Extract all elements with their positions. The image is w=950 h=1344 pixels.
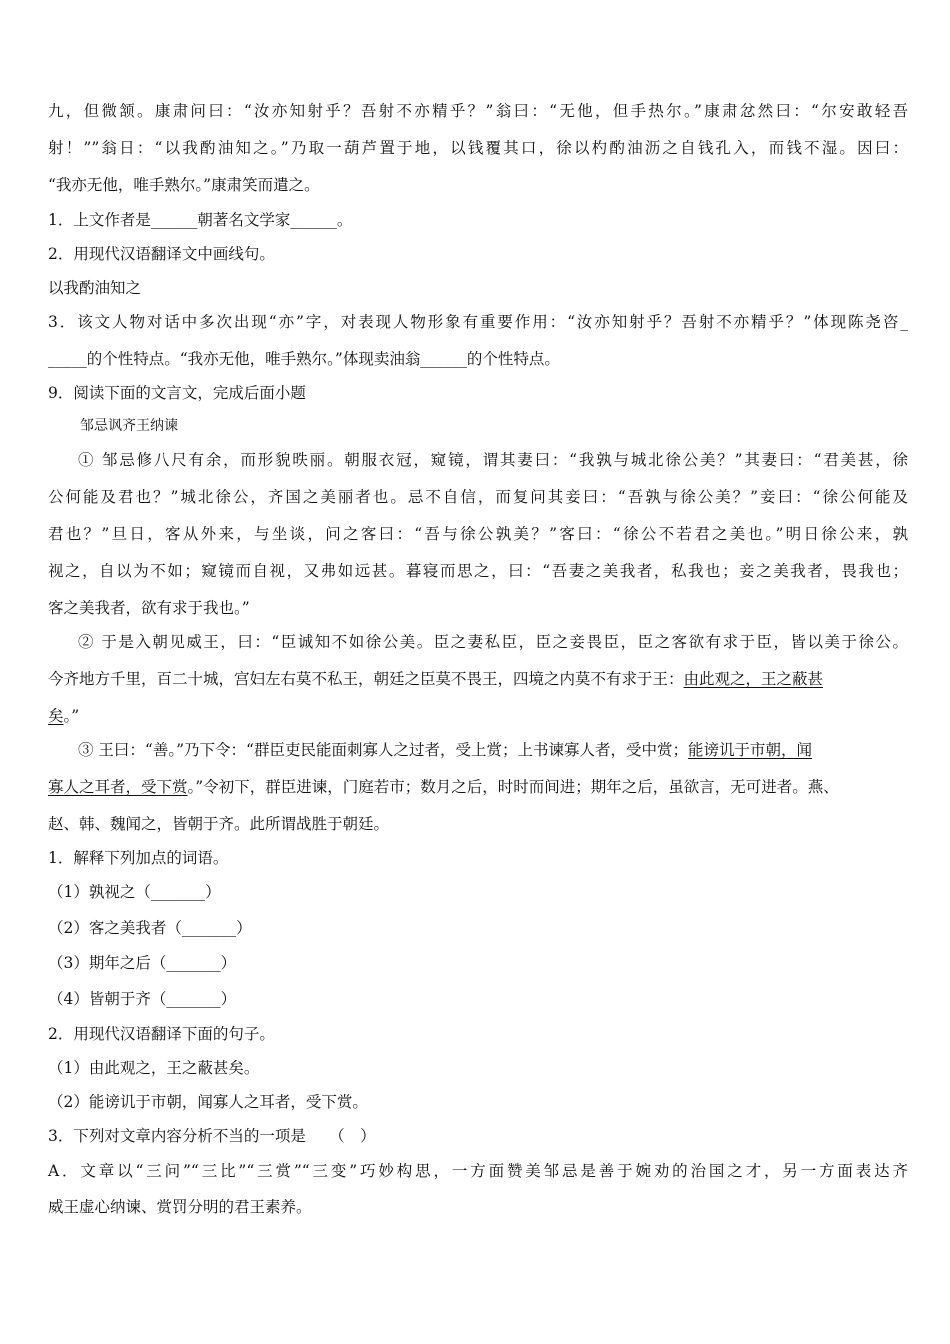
- subquestion1: 1．解释下列加点的词语。: [48, 849, 229, 867]
- paragraph3-line2-text: 。”令初下，群臣进谏，门庭若市；数月之后，时时而间进；期年之后，虽欲言，无可进者。燕、: [187, 778, 839, 796]
- option-a-line2: 威王虚心纳谏、赏罚分明的君王素养。: [48, 1198, 312, 1216]
- q9-heading: 9．阅读下面的文言文，完成后面小题: [48, 384, 306, 402]
- subquestion1-item4: （4）皆朝于齐（_______）: [48, 990, 237, 1008]
- q8-question2-sentence: 以我酌油知之: [48, 279, 142, 297]
- underlined-sentence-2a: 能谤讥于市朝，闻: [687, 741, 812, 759]
- paragraph2-line2: [48, 669, 908, 689]
- paragraph2-line1: ② 于是入朝见威王，曰：“臣诚知不如徐公美。臣之妻私臣，臣之妾畏臣，臣之客欲有求于臣，皆以美于徐公。: [78, 633, 908, 651]
- passage2-title: 邹忌讽齐王纳谏: [80, 418, 178, 434]
- subquestion1-item3: （3）期年之后（_______）: [48, 954, 237, 972]
- q8-question1: 1．上文作者是______朝著名文学家______。: [48, 211, 353, 229]
- paragraph3-line3: 赵、韩、魏闻之，皆朝于齐。此所谓战胜于朝廷。: [48, 815, 390, 833]
- paragraph1-line1: ① 邹忌修八尺有余，而形貌昳丽。朝服衣冠，窥镜，谓其妻曰：“我孰与城北徐公美？”其妻曰：“君美甚，徐: [78, 451, 908, 469]
- paragraph3-line2: [48, 777, 908, 797]
- paragraph2-line3-text: 。”: [63, 707, 80, 725]
- q8-question2: 2．用现代汉语翻译文中画线句。: [48, 245, 275, 263]
- subquestion3: 3．下列对文章内容分析不当的一项是 （ ）: [48, 1127, 376, 1145]
- passage1-line2: 射！””翁日：“以我酌油知之。”乃取一葫芦置于地，以钱覆其口，徐以杓酌油沥之自钱孔入，而钱不湿。因曰：: [48, 139, 908, 157]
- paragraph2-line3: [48, 706, 908, 726]
- subquestion1-item1: （1）孰视之（_______）: [48, 883, 221, 901]
- underlined-sentence-1a: 由此观之，王之蔽甚: [683, 670, 824, 688]
- q8-question3-line2: _____的个性特点。“我亦无他，唯手熟尔。”体现卖油翁______的个性特点。: [48, 350, 560, 368]
- paragraph3-line1-text: ③ 王曰：“善。”乃下令：“群臣吏民能面刺寡人之过者，受上赏；上书谏寡人者，受中赏；: [78, 741, 688, 759]
- subquestion1-item2: （2）客之美我者（_______）: [48, 919, 252, 937]
- underlined-sentence-1b: 矣: [48, 707, 64, 725]
- paragraph2-line2-text: 今齐地方千里，百二十城，宫妇左右莫不私王，朝廷之臣莫不畏王，四境之内莫不有求于王：: [48, 670, 684, 688]
- paragraph1-line3: 君也？”旦日，客从外来，与坐谈，问之客曰：“吾与徐公孰美？”客曰：“徐公不若君之美也。”明日徐公来，孰: [48, 525, 908, 543]
- paragraph1-line4: 视之，自以为不如；窥镜而自视，又弗如远甚。暮寝而思之，曰：“吾妻之美我者，私我也；妾之美我者，畏我也；: [48, 562, 908, 580]
- subquestion2-item2: （2）能谤讥于市朝，闻寡人之耳者，受下赏。: [48, 1093, 368, 1111]
- subquestion2-item1: （1）由此观之，王之蔽甚矣。: [48, 1059, 260, 1077]
- subquestion2: 2．用现代汉语翻译下面的句子。: [48, 1025, 275, 1043]
- paragraph3-line1: [78, 740, 908, 760]
- passage1-line3: “我亦无他，唯手熟尔。”康肃笑而遣之。: [48, 176, 320, 194]
- underlined-sentence-2b: 寡人之耳者，受下赏: [48, 778, 188, 796]
- option-a-line1: A．文章以“三问”“三比”“三赏”“三变”巧妙构思，一方面赞美邹忌是善于婉劝的治国之才，另一方面表达齐: [48, 1162, 908, 1180]
- passage1-line1: 九，但微颔。康肃问曰：“汝亦知射乎？吾射不亦精乎？”翁曰：“无他，但手热尔。”康肃忿然曰：“尔安敢轻吾: [48, 102, 908, 120]
- q8-question3-line1: 3．该文人物对话中多次出现“亦”字，对表现人物形象有重要作用：“汝亦知射乎？吾射不亦精乎？”体现陈尧咨_: [48, 313, 908, 331]
- paragraph1-line5: 客之美我者，欲有求于我也。”: [48, 599, 250, 617]
- paragraph1-line2: 公何能及君也？”城北徐公，齐国之美丽者也。忌不自信，而复问其妾曰：“吾孰与徐公美？”妾曰：“徐公何能及: [48, 488, 908, 506]
